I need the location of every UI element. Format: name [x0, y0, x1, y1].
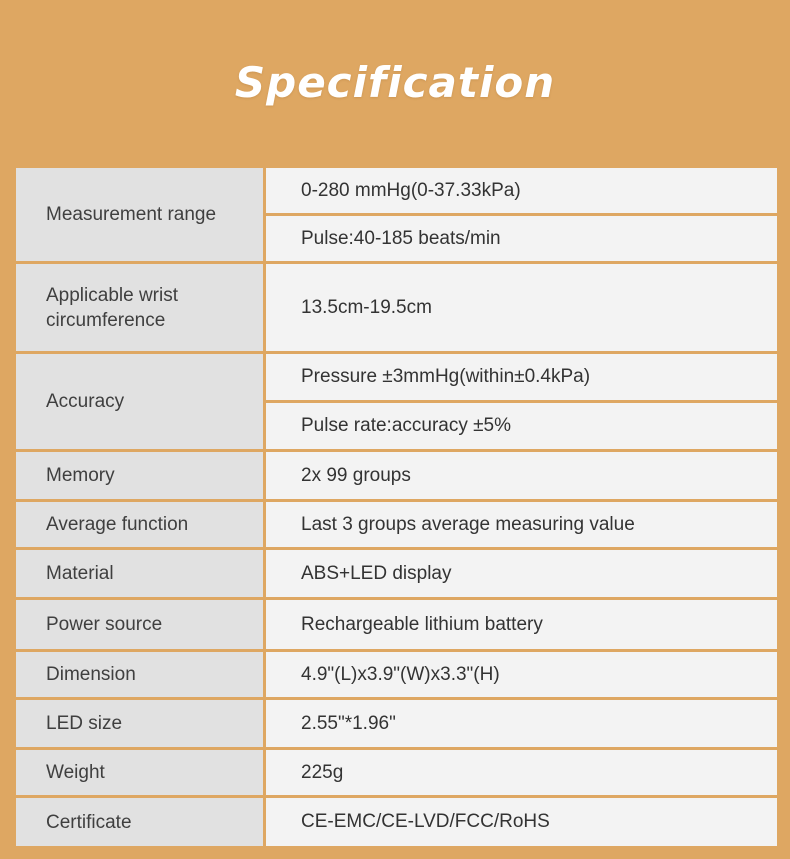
spec-row-material: [16, 550, 777, 600]
spec-label: Measurement range: [16, 168, 266, 261]
spec-label: LED size: [16, 700, 266, 747]
spec-value: 4.9"(L)x3.9"(W)x3.3"(H): [266, 652, 777, 697]
spec-label: Applicable wrist circumference: [16, 264, 266, 351]
spec-values: [266, 750, 777, 795]
spec-values: [266, 168, 777, 261]
spec-label: Material: [16, 550, 266, 597]
spec-value: 2.55"*1.96": [266, 700, 777, 747]
spec-value: Pulse rate:accuracy ±5%: [266, 400, 777, 449]
spec-value: 13.5cm-19.5cm: [266, 264, 777, 351]
spec-value: Pulse:40-185 beats/min: [266, 213, 777, 261]
spec-value: ABS+LED display: [266, 550, 777, 597]
spec-row-wrist-circumference: [16, 264, 777, 354]
spec-value: 2x 99 groups: [266, 452, 777, 499]
spec-table: [16, 168, 777, 846]
page-title: Specification: [234, 58, 556, 107]
spec-values: [266, 502, 777, 547]
spec-row-accuracy: [16, 354, 777, 452]
spec-row-dimension: [16, 652, 777, 700]
spec-values: [266, 798, 777, 846]
spec-value: Last 3 groups average measuring value: [266, 502, 777, 547]
spec-row-measurement-range: [16, 168, 777, 264]
spec-values: [266, 354, 777, 449]
spec-label: Power source: [16, 600, 266, 649]
spec-row-weight: [16, 750, 777, 798]
spec-row-power-source: [16, 600, 777, 652]
spec-value: CE-EMC/CE-LVD/FCC/RoHS: [266, 798, 777, 846]
spec-value: 0-280 mmHg(0-37.33kPa): [266, 168, 777, 213]
spec-value: Pressure ±3mmHg(within±0.4kPa): [266, 354, 777, 400]
spec-label: Memory: [16, 452, 266, 499]
spec-label: Average function: [16, 502, 266, 547]
spec-row-memory: [16, 452, 777, 502]
spec-row-certificate: [16, 798, 777, 846]
spec-values: [266, 600, 777, 649]
spec-value: Rechargeable lithium battery: [266, 600, 777, 649]
spec-values: [266, 264, 777, 351]
spec-label: Certificate: [16, 798, 266, 846]
spec-values: [266, 452, 777, 499]
spec-row-average-function: [16, 502, 777, 550]
spec-label: Dimension: [16, 652, 266, 697]
spec-row-led-size: [16, 700, 777, 750]
spec-values: [266, 700, 777, 747]
spec-value: 225g: [266, 750, 777, 795]
spec-values: [266, 652, 777, 697]
spec-values: [266, 550, 777, 597]
spec-label: Weight: [16, 750, 266, 795]
spec-label: Accuracy: [16, 354, 266, 449]
